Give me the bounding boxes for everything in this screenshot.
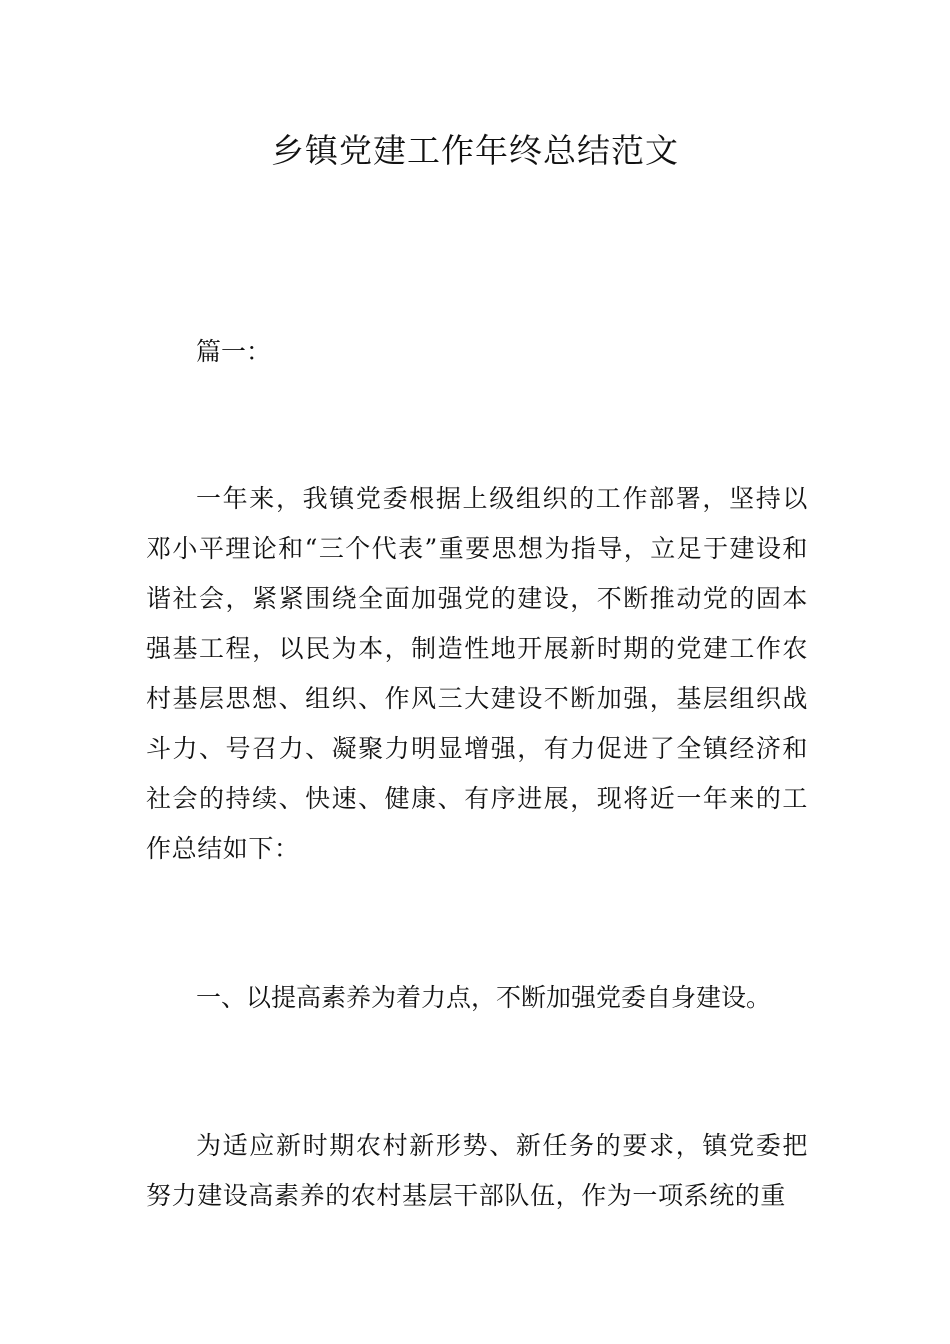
section-label: 篇一： bbox=[196, 337, 272, 366]
document-title: 乡镇党建工作年终总结范文 bbox=[271, 131, 679, 170]
intro-paragraph: 一年来，我镇党委根据上级组织的工作部署，坚持以邓小平理论和“三个代表”重要思想为指导，立足于建设和谐社会，紧紧围绕全面加强党的建设，不断推动党的固本强基工程，以民为本，制造性地开展新时期的党建工作农村基层思想、组织、作风三大建设不断加强，基层组织战斗力、号召力、凝聚力明显增强，有力促进了全镇经济和社会的持续、快速、健康、有序进展，现将近一年来的工作总结如下： bbox=[146, 484, 808, 863]
point-1-heading: 一、以提高素养为着力点，不断加强党委自身建设。 bbox=[196, 983, 772, 1012]
point-1-paragraph: 为适应新时期农村新形势、新任务的要求，镇党委把努力建设高素养的农村基层干部队伍，作为一项系统的重 bbox=[146, 1131, 808, 1210]
